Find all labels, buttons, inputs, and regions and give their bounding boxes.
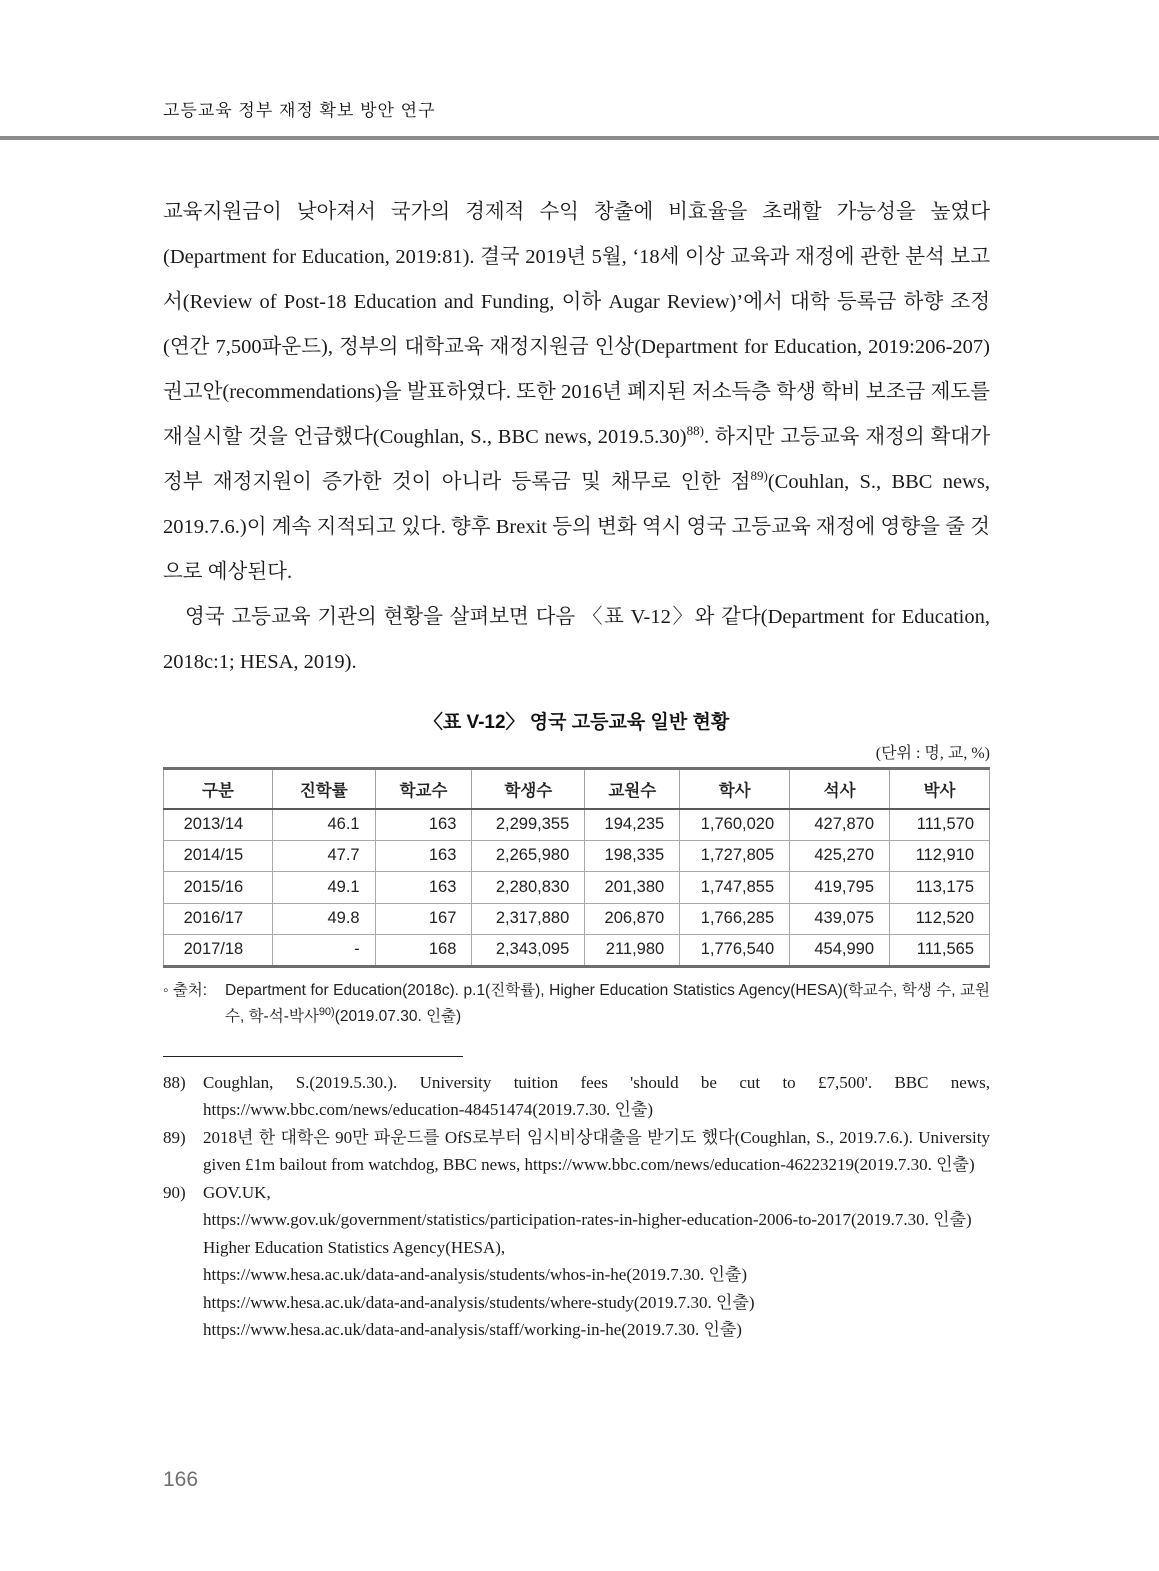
column-header-entrance-rate: 진학률: [272, 769, 375, 809]
cell-bachelor: 1,747,855: [680, 872, 790, 904]
footnote-url: https://www.gov.uk/government/statistics/participation-rates-in-higher-education-2006-to-2017(2019.7.30. 인출): [203, 1210, 972, 1229]
footnote-ref-89: 89): [750, 468, 768, 484]
table-row: [164, 809, 990, 841]
cell-master: 439,075: [790, 903, 890, 935]
cell-rate: 46.1: [272, 809, 375, 841]
cell-schools: 168: [375, 935, 472, 967]
cell-students: 2,265,980: [472, 840, 585, 872]
table-row: [164, 935, 990, 967]
column-header-bachelor: 학사: [680, 769, 790, 809]
footnote-number: 89): [163, 1127, 186, 1147]
cell-students: 2,317,880: [472, 903, 585, 935]
cell-bachelor: 1,727,805: [680, 840, 790, 872]
table-source-note: [163, 978, 990, 1030]
cell-faculty: 206,870: [585, 903, 680, 935]
paragraph-2: 영국 고등교육 기관의 현황을 살펴보면 다음 〈표 V-12〉와 같다(Department for Education, 2018c:1; HESA, 2019).: [163, 606, 990, 673]
footnote-88: [163, 1069, 990, 1124]
footnote-ref-88: 88): [686, 423, 704, 439]
footnote-separator: [163, 1056, 463, 1057]
cell-rate: 49.1: [272, 872, 375, 904]
table-row: [164, 903, 990, 935]
footnote-number: 88): [163, 1072, 186, 1092]
cell-year: 2017/18: [183, 940, 244, 959]
footnote-text: 2018년 한 대학은 90만 파운드를 OfS로부터 임시비상대출을 받기도 했다(Coughlan, S., 2019.7.6.). University given £1m bailout from watchdog, BBC news, https://www.bbc.com/news/education-46223219(2019.7.30. 인출): [203, 1127, 990, 1174]
table-row: [164, 840, 990, 872]
column-header-students: 학생수: [472, 769, 585, 809]
cell-faculty: 211,980: [585, 935, 680, 967]
source-text-a: Department for Education(2018c). p.1(진학률), Higher Education Statistics Agency(HESA)(학교수, 학생 수, 교원 수, 학-석-박사: [225, 981, 990, 1025]
table-title: 〈표 V-12〉 영국 고등교육 일반 현황: [423, 712, 730, 733]
cell-students: 2,343,095: [472, 935, 585, 967]
cell-master: 427,870: [790, 809, 890, 841]
cell-bachelor: 1,766,285: [680, 903, 790, 935]
cell-master: 419,795: [790, 872, 890, 904]
cell-year: 2013/14: [164, 809, 273, 841]
footnote-url: https://www.hesa.ac.uk/data-and-analysis/staff/working-in-he(2019.7.30. 인출): [203, 1320, 742, 1339]
source-label: 출처:: [172, 981, 208, 999]
column-header-gubun: 구분: [164, 769, 273, 809]
cell-doctor: 111,565: [890, 935, 990, 967]
header-rule: [0, 136, 1159, 140]
cell-faculty: 198,335: [585, 840, 680, 872]
cell-bachelor: 1,776,540: [680, 935, 790, 967]
body-text: [163, 190, 990, 685]
paragraph-1-text-c: (Couhlan, S., BBC news, 2019.7.6.)이 계속 지적되고 있다. 향후 Brexit 등의 변화 역시 영국 고등교육 재정에 영향을 줄 것으로 예상된다.: [163, 471, 990, 583]
footnote-number: 90): [163, 1182, 186, 1202]
source-text-b: (2019.07.30. 인출): [334, 1007, 462, 1025]
footnote-text: GOV.UK,: [203, 1182, 271, 1202]
source-bullet-icon: ◦: [163, 981, 169, 999]
cell-schools: 167: [375, 903, 472, 935]
table-unit-note: (단위 : 명, 교, %): [875, 745, 990, 762]
cell-year: 2016/17: [164, 903, 273, 935]
cell-year: 2014/15: [164, 840, 273, 872]
paragraph-1: [163, 190, 990, 595]
paragraph-1-text-b: . 하지만 고등교육 재정의 확대가 정부 재정지원이 증가한 것이 아니라 등록금 및 채무로 인한 점: [163, 426, 990, 493]
cell-students: 2,299,355: [472, 809, 585, 841]
paragraph-1-text-a: 교육지원금이 낮아져서 국가의 경제적 수익 창출에 비효율을 초래할 가능성을 높였다(Department for Education, 2019:81). 결국 2019년 5월, ‘18세 이상 교육과 재정에 관한 분석 보고서(Review of Post-18 Education and Funding, 이하 Augar Review)’에서 대학 등록금 하향 조정(연간 7,500파운드), 정부의 대학교육 재정지원금 인상(Department for Education, 2019:206-207) 권고안(recommendations)을 발표하였다. 또한 2016년 폐지된 저소득층 학생 학비 보조금 제도를 재실시할 것을 언급했다(Coughlan, S., BBC news, 2019.5.30): [163, 201, 990, 448]
cell-schools: 163: [375, 872, 472, 904]
cell-master: 454,990: [790, 935, 890, 967]
table-header-row: [164, 769, 990, 809]
uk-higher-education-table: [163, 767, 990, 968]
cell-students: 2,280,830: [472, 872, 585, 904]
cell-doctor: 111,570: [890, 809, 990, 841]
footnote-url: https://www.hesa.ac.uk/data-and-analysis/students/where-study(2019.7.30. 인출): [203, 1292, 755, 1312]
column-header-schools: 학교수: [375, 769, 472, 809]
footnote-url: https://www.hesa.ac.uk/data-and-analysis/students/whos-in-he(2019.7.30. 인출): [203, 1265, 747, 1284]
running-head: [163, 0, 990, 121]
footnote-90: [163, 1179, 990, 1344]
source-text: [225, 978, 990, 1030]
column-header-master: 석사: [790, 769, 890, 809]
footnotes: [163, 1069, 990, 1344]
cell-rate: 47.7: [272, 840, 375, 872]
footnote-text: Coughlan, S.(2019.5.30.). University tuition fees 'should be cut to £7,500'. BBC news, https://www.bbc.com/news/education-48451474(2019.7.30. 인출): [203, 1072, 990, 1119]
cell-schools: 163: [375, 840, 472, 872]
footnote-text: Higher Education Statistics Agency(HESA),: [203, 1237, 506, 1257]
page-number: 166: [163, 1468, 199, 1491]
cell-schools: 163: [375, 809, 472, 841]
cell-faculty: 201,380: [585, 872, 680, 904]
cell-bachelor: 1,760,020: [680, 809, 790, 841]
cell-doctor: 112,520: [890, 903, 990, 935]
cell-rate: -: [272, 935, 375, 967]
column-header-faculty: 교원수: [585, 769, 680, 809]
footnote-ref-90: 90): [318, 1005, 335, 1018]
table-row: [164, 872, 990, 904]
cell-doctor: 113,175: [890, 872, 990, 904]
cell-doctor: 112,910: [890, 840, 990, 872]
cell-rate: 49.8: [272, 903, 375, 935]
cell-master: 425,270: [790, 840, 890, 872]
cell-year: 2015/16: [164, 872, 273, 904]
footnote-89: [163, 1124, 990, 1179]
running-head-title: 고등교육 정부 재정 확보 방안 연구: [163, 101, 436, 120]
column-header-doctor: 박사: [890, 769, 990, 809]
cell-faculty: 194,235: [585, 809, 680, 841]
